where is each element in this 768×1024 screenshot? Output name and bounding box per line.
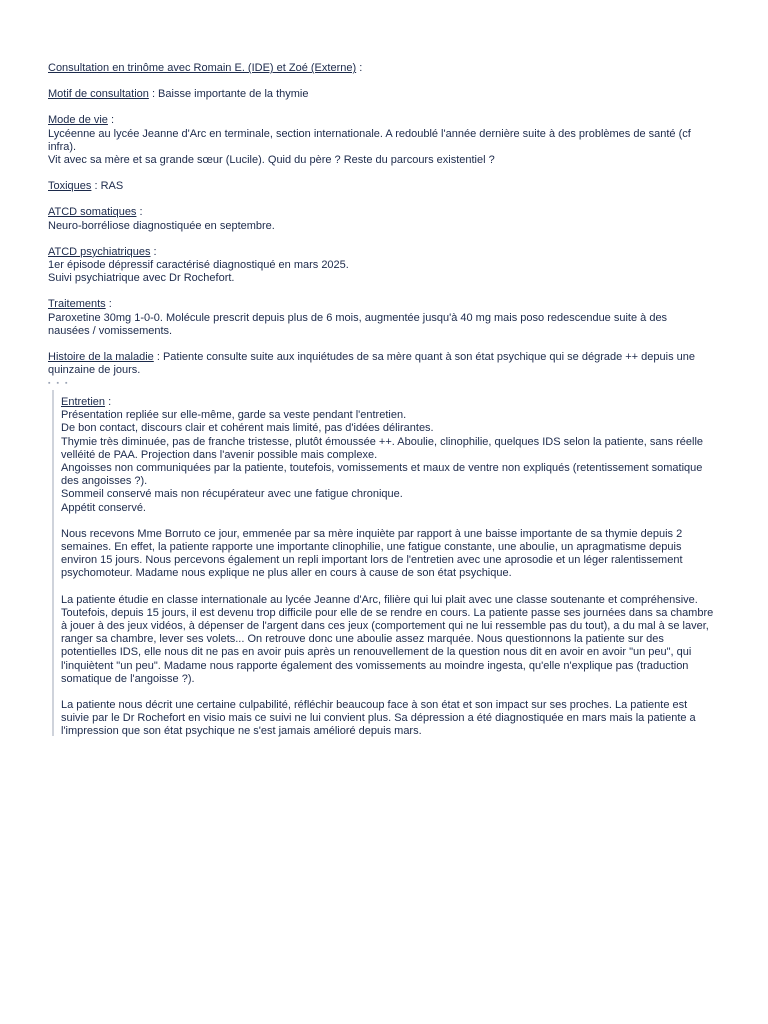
entretien-line: velléité de PAA. Projection dans l'avenir possible mais complexe. <box>61 448 378 461</box>
toxiques-value: : RAS <box>91 180 124 193</box>
histoire-line: : Patiente consulte suite aux inquiétudes de sa mère quant à son état psychique qui se dégrade ++ depuis une <box>153 351 695 364</box>
entretien-content <box>61 396 721 739</box>
paragraph-line: potentielles IDS, elle nous dit ne pas en avoir puis après un renouvellement de la question nous dit en avoir en avoir "un peu", qui <box>61 646 692 659</box>
atcd-somatiques-section <box>48 206 698 232</box>
entretien-paragraph <box>61 528 721 581</box>
paragraph-line: l'impression que son état psychique ne s'est jamais amélioré depuis mars. <box>61 725 422 738</box>
mode-de-vie-suffix: : <box>107 114 115 127</box>
atcd-somatiques-heading <box>48 206 698 219</box>
entretien-blockquote <box>52 390 722 736</box>
toxiques-label: Toxiques <box>48 180 92 193</box>
mode-de-vie-line: Lycéenne au lycée Jeanne d'Arc en terminale, section internationale. A redoublé l'année dernière suite à des problèmes de santé (cf <box>48 127 691 140</box>
mode-de-vie-line: infra). <box>48 140 77 153</box>
entretien-line: Angoisses non communiquées par la patiente, toutefois, vomissements et maux de ventre non expliqués (retentissement somatique <box>61 462 703 475</box>
entretien-suffix: : <box>105 396 112 408</box>
motif-section <box>48 88 698 101</box>
traitements-line: Paroxetine 30mg 1-0-0. Molécule prescrit depuis plus de 6 mois, augmentée jusqu'à 40 mg mais poso redescendue suite à des <box>48 311 668 324</box>
traitements-heading <box>48 298 698 311</box>
histoire-heading <box>48 351 698 364</box>
collapsed-marker: ▪▪▪ <box>48 380 74 387</box>
entretien-line: Présentation repliée sur elle-même, garde sa veste pendant l'entretien. <box>61 409 407 422</box>
paragraph-line: environ 15 jours. Nous percevons également un repli important lors de l'entretien avec une aprosodie et un léger ralentissement <box>61 554 683 567</box>
motif-value: : Baisse importante de la thymie <box>148 88 309 101</box>
mode-de-vie-section <box>48 114 698 167</box>
mode-de-vie-label: Mode de vie <box>48 114 108 127</box>
paragraph-line: psychomoteur. Madame nous explique ne plus aller en cours à cause de son état psychique. <box>61 567 512 580</box>
paragraph-line: à jouer à des jeux vidéos, à dépenser de l'argent dans ces jeux (comportement qui ne lui ressemble pas du tout), a du mal à se laver, <box>61 620 709 633</box>
consultation-suffix: : <box>356 62 363 74</box>
paragraph-line: Toutefois, depuis 15 jours, il est devenu trop difficile pour elle de se rendre en cours. La patiente passe ses journées dans sa chambre <box>61 606 714 619</box>
entretien-summary <box>61 396 721 515</box>
entretien-line: De bon contact, discours clair et cohérent mais limité, pas d'idées délirantes. <box>61 422 434 435</box>
entretien-line: des angoisses ?). <box>61 475 148 488</box>
paragraph-line: semaines. En effet, la patiente rapporte une importante clinophilie, une fatigue constante, une aboulie, un apragmatisme depuis <box>61 541 682 554</box>
histoire-label: Histoire de la maladie <box>48 351 154 364</box>
consultation-document <box>48 62 698 377</box>
traitements-section <box>48 298 698 338</box>
paragraph-line: suivie par le Dr Rochefort en visio mais ce suivi ne lui convient plus. Sa dépression a été diagnostiquée en mars mais la patiente a <box>61 712 696 725</box>
paragraph-line: l'inquiètent "un peu". Madame nous rapporte également des vomissements au moindre ingesta, qu'elle n'explique pas (traduction <box>61 659 689 672</box>
atcd-somatiques-suffix: : <box>136 206 143 219</box>
atcd-somatiques-label: ATCD somatiques <box>48 206 137 219</box>
motif-label: Motif de consultation <box>48 88 149 101</box>
atcd-psychiatriques-line: 1er épisode dépressif caractérisé diagnostiqué en mars 2025. <box>48 259 349 272</box>
entretien-label: Entretien <box>61 396 106 408</box>
paragraph-line: ranger sa chambre, lever ses volets... On retrouve donc une aboulie assez marquée. Nous questionnons la patiente sur des <box>61 633 664 646</box>
atcd-psychiatriques-section <box>48 246 698 286</box>
traitements-suffix: : <box>105 298 112 311</box>
paragraph-line: somatique de l'angoisse ?). <box>61 672 195 685</box>
atcd-psychiatriques-heading <box>48 246 698 259</box>
paragraph-line: Nous recevons Mme Borruto ce jour, emmenée par sa mère inquiète par rapport à une baisse importante de sa thymie depuis 2 <box>61 527 683 540</box>
mode-de-vie-heading <box>48 114 698 127</box>
paragraph-line: La patiente étudie en classe internationale au lycée Jeanne d'Arc, filière qui lui plait avec une classe soutenante et compréhensive. <box>61 593 698 606</box>
entretien-heading <box>61 396 721 409</box>
paragraph-line: La patiente nous décrit une certaine culpabilité, réfléchir beaucoup face à son état et son impact sur ses proches. La patiente est <box>61 699 688 712</box>
traitements-label: Traitements <box>48 298 106 311</box>
entretien-line: Sommeil conservé mais non récupérateur avec une fatigue chronique. <box>61 488 403 501</box>
atcd-somatiques-line: Neuro-borréliose diagnostiquée en septembre. <box>48 219 275 232</box>
atcd-psychiatriques-label: ATCD psychiatriques <box>48 245 151 258</box>
entretien-line: Thymie très diminuée, pas de franche tristesse, plutôt émoussée ++. Aboulie, clinophilie, quelques IDS selon la patiente, sans réelle <box>61 435 704 448</box>
histoire-section <box>48 351 698 377</box>
entretien-paragraph <box>61 699 721 739</box>
toxiques-section <box>48 180 698 193</box>
atcd-psychiatriques-suffix: : <box>150 245 157 258</box>
consultation-label: Consultation en trinôme avec Romain E. (IDE) et Zoé (Externe) <box>48 62 357 74</box>
atcd-psychiatriques-line: Suivi psychiatrique avec Dr Rochefort. <box>48 272 235 285</box>
traitements-line: nausées / vomissements. <box>48 324 173 337</box>
entretien-line: Appétit conservé. <box>61 501 146 514</box>
mode-de-vie-line: Vit avec sa mère et sa grande sœur (Lucile). Quid du père ? Reste du parcours existentiel ? <box>48 154 495 167</box>
entretien-paragraph <box>61 594 721 686</box>
histoire-line: quinzaine de jours. <box>48 364 141 377</box>
consultation-header <box>48 62 698 75</box>
